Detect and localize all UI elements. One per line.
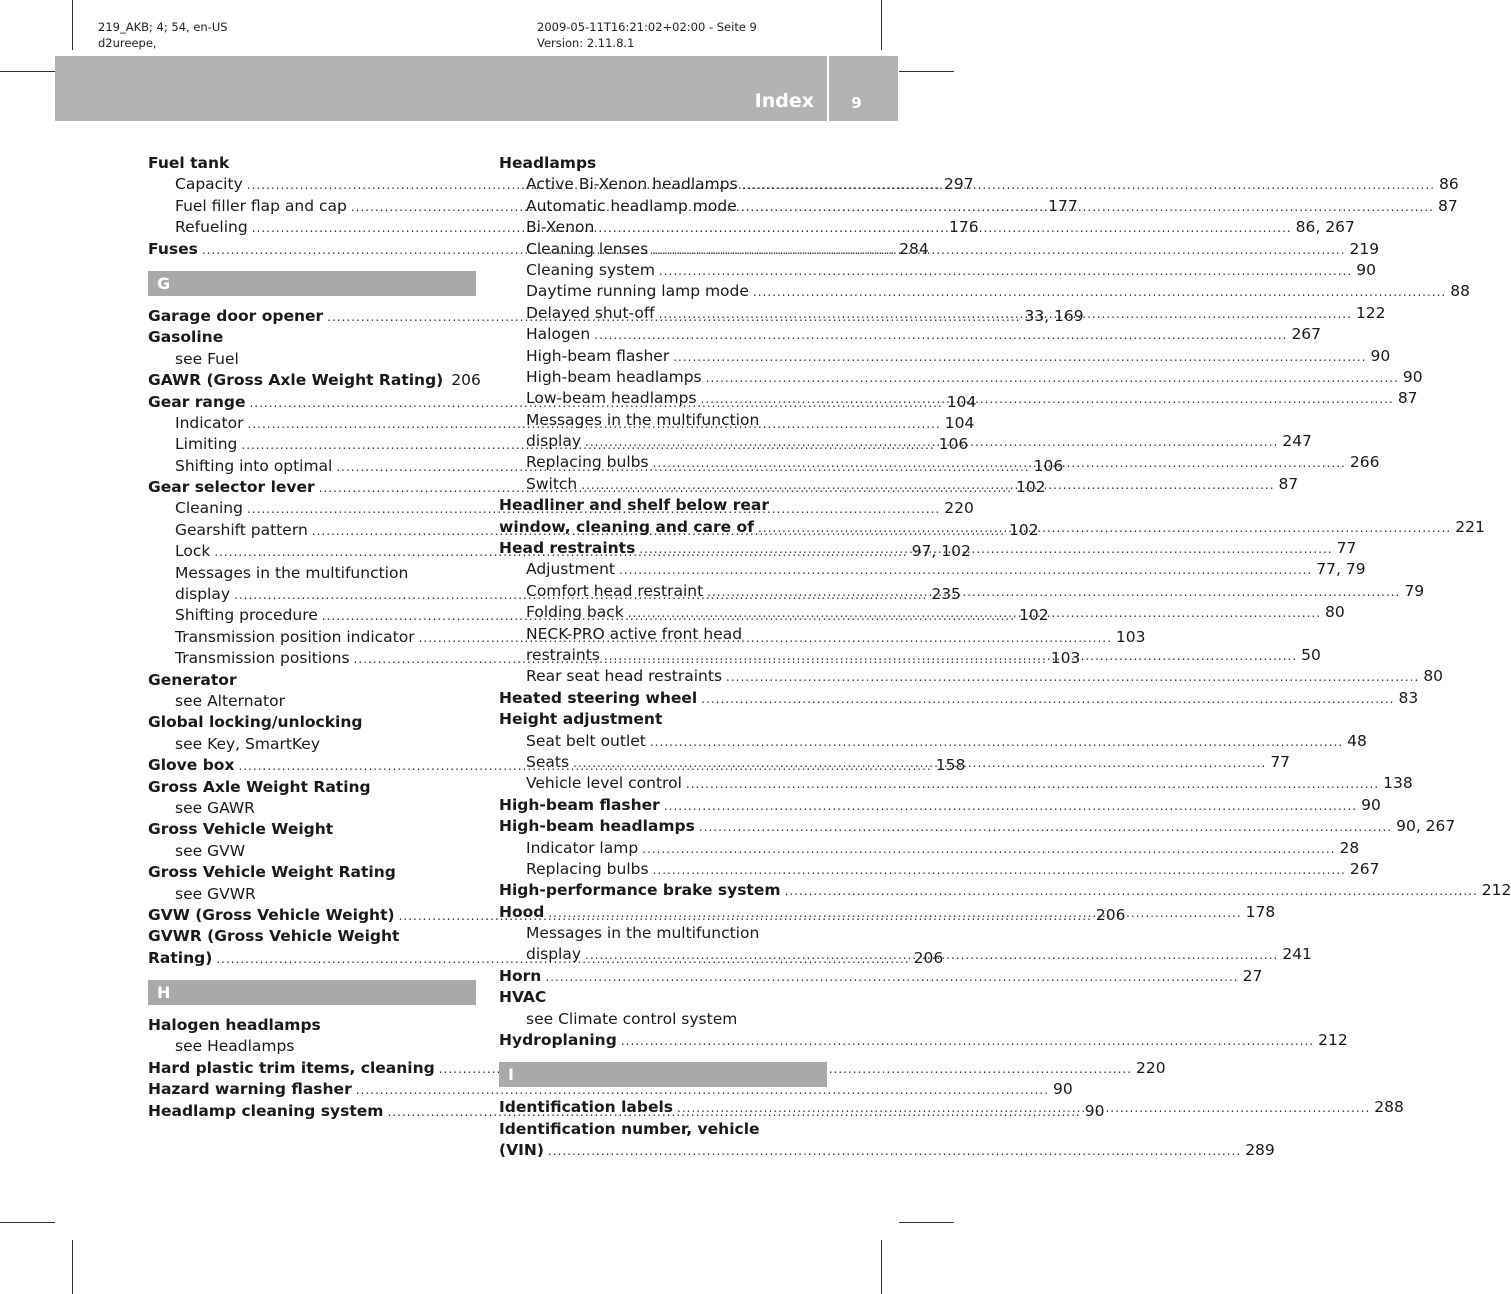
index-entry [499,688,1419,709]
index-entry [148,670,476,691]
index-entry [148,926,476,947]
entry-term: Bi-Xenon [526,218,595,237]
entry-term: Global locking/unlocking [148,713,363,732]
entry-term: Gross Axle Weight Rating [148,777,371,796]
entry-page-ref: 90 [1084,1101,1105,1120]
entry-term: GAWR (Gross Axle Weight Rating) [148,371,444,390]
entry-term: Gross Vehicle Weight Rating [148,863,396,882]
entry-term: see GVW [175,841,246,860]
meta-right-line2: Version: 2.11.8.1 [537,36,635,50]
index-subentry [148,841,476,862]
entry-term: see Headlamps [175,1037,295,1056]
entry-term: High-beam flasher [526,346,670,365]
entry-term: see GAWR [175,798,255,817]
entry-page-ref: 87 [1278,474,1299,493]
entry-term: Identification labels [499,1098,673,1117]
entry-term: Cleaning lenses [526,239,649,258]
entry-page-ref: 87 [1397,389,1418,408]
entry-page-ref: 79 [1404,581,1425,600]
entry-term: Identification number, vehicle [499,1119,760,1138]
index-entry [499,1119,827,1140]
leader-dots [785,881,1478,902]
leader-dots [548,1141,1241,1162]
entry-term: Gasoline [148,328,224,347]
entry-term: Comfort head restraint [526,581,704,600]
entry-term: High-beam headlamps [526,367,702,386]
leader-dots [726,667,1419,688]
index-subentry [148,1036,476,1057]
entry-page-ref: 206 [913,948,944,967]
entry-term: Messages in the multifunction [526,410,760,429]
crop-mark [899,1222,954,1223]
entry-term: (VIN) [499,1141,544,1160]
entry-term: Limiting [175,435,238,454]
entry-term: Hazard warning flasher [148,1080,352,1099]
entry-term: Generator [148,670,237,689]
entry-term: Messages in the multifunction [526,924,760,943]
crop-mark [72,0,73,50]
leader-dots [753,282,1446,303]
page-title: Index [754,90,814,112]
entry-term: Gear selector lever [148,478,315,497]
entry-term: NECK-PRO active front head [526,624,743,643]
entry-term: HVAC [499,988,547,1007]
index-entry [499,987,827,1008]
index-entry [148,1058,1166,1079]
page-number: 9 [851,94,862,112]
index-subentry [148,798,476,819]
leader-dots [758,518,1451,539]
crop-mark [881,1240,882,1294]
entry-term: Seat belt outlet [526,731,646,750]
entry-term: see GVWR [175,884,256,903]
entry-term: Vehicle level control [526,774,682,793]
entry-page-ref: 106 [1033,456,1064,475]
entry-term: Folding back [526,603,624,622]
leader-dots [699,817,1392,838]
crop-mark [881,0,882,50]
entry-page-ref: 33, 169 [1024,306,1084,325]
entry-term: Automatic headlamp mode [526,196,737,215]
entry-page-ref: 102 [1009,520,1039,539]
entry-page-ref: 103 [1115,627,1146,646]
entry-page-ref: 212 [1481,881,1511,900]
index-subentry [499,346,1391,367]
index-entry [148,862,476,883]
entry-page-ref: 80 [1325,603,1345,622]
leader-dots [621,1031,1314,1052]
entry-term: GVWR (Gross Vehicle Weight [148,927,400,946]
entry-term: High-performance brake system [499,881,781,900]
entry-term: Gearshift pattern [175,520,308,539]
entry-page-ref: 48 [1347,731,1367,750]
index-subentry [148,563,476,584]
index-entry [148,1079,1073,1100]
entry-term: Switch [526,474,578,493]
entry-term: see Alternator [175,691,285,710]
print-meta-right [537,19,757,51]
index-subentry [148,691,476,712]
index-entry [499,795,1381,816]
entry-page-ref: 86 [1438,175,1459,194]
index-subentry [499,773,1413,794]
entry-page-ref: 106 [938,435,969,454]
entry-page-ref: 80 [1423,667,1444,686]
entry-page-ref: 178 [1245,902,1276,921]
entry-page-ref: 220 [1136,1058,1166,1077]
entry-term: Glove box [148,756,235,775]
leader-dots [707,582,1400,603]
entry-term: Active Bi-Xenon headlamps [526,175,738,194]
entry-page-ref: 219 [1349,239,1380,258]
leader-dots [548,903,1241,924]
entry-page-ref: 177 [1048,196,1078,215]
index-subentry [148,349,476,370]
entry-page-ref: 90 [1370,346,1391,365]
crop-mark [72,1240,73,1294]
entry-term: display [175,585,231,604]
entry-page-ref: 77, 79 [1316,560,1366,579]
leader-dots [742,175,1435,196]
entry-page-ref: 221 [1455,517,1485,536]
entry-page-ref: 284 [899,239,929,258]
entry-term: Transmission position indicator [175,627,415,646]
entry-term: display [526,945,582,964]
entry-page-ref: 289 [1245,1141,1275,1160]
entry-term: Heated steering wheel [499,688,698,707]
entry-page-ref: 247 [1282,432,1312,451]
leader-dots [628,603,1321,624]
index-entry [148,777,476,798]
index-subentry [499,838,1360,859]
entry-term: Messages in the multifunction [175,563,409,582]
entry-term: Rear seat head restraints [526,667,723,686]
index-subentry [499,324,1322,345]
index-entry [148,370,481,391]
entry-term: Rating) [148,948,213,967]
leader-dots [706,368,1399,389]
index-subentry [499,1009,827,1030]
entry-page-ref: 122 [1355,303,1386,322]
index-entry [148,153,476,174]
entry-page-ref: 90 [1361,795,1381,814]
leader-dots [598,218,1291,239]
print-meta-left [98,19,228,51]
entry-page-ref: 104 [944,413,975,432]
index-subentry [499,260,1376,281]
entry-term: Capacity [175,175,243,194]
crop-mark [0,1222,55,1223]
entry-term: Shifting into optimal [175,456,333,475]
meta-right-line1: 2009-05-11T16:21:02+02:00 - Seite 9 [537,20,757,34]
entry-page-ref: 104 [946,392,977,411]
index-entry [148,1015,476,1036]
crop-mark [0,71,55,72]
entry-term: Daytime running lamp mode [526,282,749,301]
leader-dots [701,389,1394,410]
entry-term: Hydroplaning [499,1031,617,1050]
entry-term: Indicator [175,413,244,432]
index-subentry [499,624,827,645]
entry-term: Headliner and shelf below rear [499,496,770,515]
index-entry [499,1030,1348,1051]
entry-page-ref: 235 [931,585,961,604]
index-entry [499,709,827,730]
leader-dots [585,432,1278,453]
leader-dots [573,753,1266,774]
entry-page-ref: 267 [1349,859,1380,878]
entry-page-ref: 206 [1095,905,1126,924]
entry-page-ref: 90 [1356,260,1376,279]
entry-page-ref: 88 [1450,282,1470,301]
leader-dots [639,539,1332,560]
entry-page-ref: 27 [1242,966,1263,985]
leader-dots [652,240,1345,261]
entry-term: see Climate control system [526,1009,738,1028]
entry-page-ref: 90, 267 [1396,817,1456,836]
entry-term: Headlamps [499,154,597,172]
entry-page-ref: 83 [1398,688,1419,707]
entry-term: Hard plastic trim items, cleaning [148,1058,435,1077]
entry-term: High-beam flasher [499,795,660,814]
leader-dots [701,689,1394,710]
leader-dots [659,261,1352,282]
entry-term: Indicator lamp [526,838,639,857]
leader-dots [653,860,1346,881]
leader-dots [545,967,1238,988]
entry-term: restraints [526,645,600,664]
entry-term: Gross Vehicle Weight [148,820,334,839]
entry-term: Seats [526,752,570,771]
index-subentry [148,884,476,905]
entry-page-ref: 86, 267 [1295,218,1355,237]
entry-term: Cleaning system [526,260,655,279]
index-entry [499,966,1263,987]
index-letter-heading: H [148,980,476,1005]
entry-term: Fuses [148,239,198,258]
index-subentry [148,734,476,755]
entry-page-ref: 241 [1282,945,1312,964]
crop-mark [899,71,954,72]
entry-term: Halogen [526,325,591,344]
leader-dots [664,796,1357,817]
entry-term: High-beam headlamps [499,817,695,836]
leader-dots [642,839,1335,860]
index-subentry [499,410,827,431]
index-entry [148,712,476,733]
index-entry [148,819,476,840]
entry-term: Head restraints [499,539,636,558]
index-subentry [499,859,1380,880]
entry-page-ref: 297 [944,175,974,194]
index-subentry [499,281,1470,302]
entry-term: Height adjustment [499,710,663,729]
leader-dots [619,560,1312,581]
leader-dots [604,646,1297,667]
entry-page-ref: 77 [1270,752,1291,771]
entry-term: Horn [499,966,542,985]
index-subentry [499,559,1366,580]
entry-page-ref: 288 [1374,1098,1404,1117]
entry-term: see Fuel [175,349,239,368]
entry-term: Delayed shut-off [526,303,655,322]
entry-term: Fuel tank [148,154,230,172]
entry-term: Replacing bulbs [526,453,649,472]
entry-page-ref: 50 [1301,645,1321,664]
entry-term: Shifting procedure [175,606,318,625]
entry-term: Refueling [175,218,248,237]
index-entry [499,816,1456,837]
entry-term: Halogen headlamps [148,1016,321,1035]
index-letter-heading: I [499,1062,827,1087]
entry-term: Cleaning [175,499,243,518]
index-subentry [499,731,1367,752]
entry-term: Adjustment [526,560,615,579]
entry-page-ref: 206 [451,371,481,390]
entry-term: Gear range [148,392,246,411]
leader-dots [659,304,1352,325]
entry-term: GVW (Gross Vehicle Weight) [148,905,395,924]
entry-term: display [526,432,582,451]
entry-page-ref: 87 [1438,196,1458,215]
index-entry [499,1140,1275,1161]
leader-dots [673,347,1366,368]
entry-page-ref: 97, 102 [911,542,971,561]
leader-dots [585,945,1278,966]
index-letter-heading: G [148,271,476,296]
entry-term: see Key, SmartKey [175,734,321,753]
entry-term: Low-beam headlamps [526,389,697,408]
entry-term: Transmission positions [175,649,350,668]
index-entry [499,880,1511,901]
entry-term: window, cleaning and care of [499,517,754,536]
entry-page-ref: 28 [1339,838,1360,857]
entry-page-ref: 267 [1291,325,1322,344]
leader-dots [594,325,1287,346]
entry-term: Fuel filler flap and cap [175,196,347,215]
entry-page-ref: 102 [1015,478,1046,497]
entry-term: Garage door opener [148,306,324,325]
entry-term: Lock [175,542,211,561]
entry-page-ref: 220 [944,499,974,518]
meta-left-line2: d2ureepe, [98,36,157,50]
leader-dots [677,1098,1370,1119]
index-entry [499,495,827,516]
entry-term: Hood [499,902,545,921]
meta-left-line1: 219_AKB; 4; 54, en-US [98,20,228,34]
index-entry [148,327,476,348]
index-subentry [499,666,1444,687]
index-subentry [499,923,827,944]
index-subentry [499,367,1423,388]
entry-page-ref: 158 [935,756,966,775]
leader-dots [741,197,1434,218]
entry-page-ref: 138 [1383,774,1413,793]
leader-dots [581,475,1274,496]
entry-page-ref: 102 [1019,606,1049,625]
entry-page-ref: 212 [1318,1031,1348,1050]
entry-term: Headlamp cleaning system [148,1101,384,1120]
entry-page-ref: 103 [1050,649,1081,668]
entry-page-ref: 176 [948,218,979,237]
entry-term: Replacing bulbs [526,859,649,878]
entry-page-ref: 90 [1053,1080,1073,1099]
index-entry [499,153,827,174]
leader-dots [650,732,1343,753]
leader-dots [686,774,1379,795]
entry-page-ref: 77 [1336,539,1357,558]
leader-dots [653,453,1346,474]
entry-page-ref: 90 [1402,367,1423,386]
entry-page-ref: 266 [1349,453,1380,472]
